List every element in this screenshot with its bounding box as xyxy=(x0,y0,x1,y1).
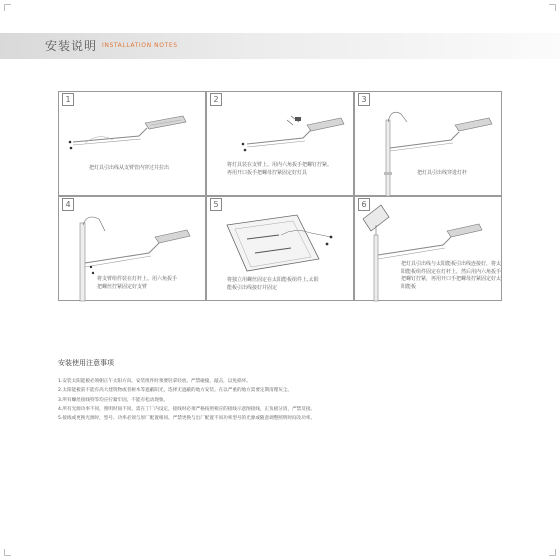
corner-mark xyxy=(549,4,556,11)
header-title-en: INSTALLATION NOTES xyxy=(102,42,178,49)
installation-steps-grid xyxy=(58,91,502,301)
corner-mark xyxy=(549,549,556,556)
step-caption: 将独立用螺丝固定在太阳能板组件上,太阳能板引出线接好并固定 xyxy=(227,277,319,291)
step-panel-3 xyxy=(354,91,502,196)
step-panel-6 xyxy=(354,196,502,301)
step-panel-5 xyxy=(206,196,354,301)
note-item: 3.所有螺丝接线特等均应拧紧牢固，不能有松动现象。 xyxy=(58,397,169,403)
step-caption: 把灯具引出线与太阳能板引出线连接好，将太阳能板组件固定在灯杆上，然后用内六角扳手把螺钉拧紧，再用开口手把螺母拧紧固定好太阳能板 xyxy=(401,261,502,290)
step-caption: 把灯具引出线穿进灯杆 xyxy=(417,170,468,176)
step-2-illustration xyxy=(207,92,355,197)
corner-mark xyxy=(4,549,11,556)
step-number: 6 xyxy=(358,198,370,211)
step-1-illustration xyxy=(59,92,207,197)
step-caption: 将支臂组件装在灯杆上。用六角扳手把螺丝拧紧固定好支臂 xyxy=(97,276,178,290)
step-3-illustration xyxy=(355,92,503,197)
step-caption: 把灯具引出线从支臂管内穿过并拉出 xyxy=(89,165,170,171)
usage-notes xyxy=(58,358,508,423)
notes-title: 安装使用注意事项 xyxy=(58,359,114,367)
step-number: 4 xyxy=(62,198,74,211)
step-number: 2 xyxy=(210,93,222,106)
note-item: 1.安装太阳能板必须朝正午太阳方向。安装组件时须要轻拿轻放，严禁碰撞、敲击，以免损坏。 xyxy=(58,379,251,384)
header-title-cn: 安装说明 xyxy=(45,39,98,53)
note-item: 4.所有光源功率不同，照明时间不同。需在丁厂内设定，接线时必须严格按照相应的接线示意图接线，正负极分清，严禁反接。 xyxy=(58,406,316,412)
step-number: 3 xyxy=(358,93,370,106)
step-caption: 将灯具装在支臂上。用内六角扳手把螺钉拧紧。再用开口扳手把螺母拧紧固定好灯具 xyxy=(227,162,333,176)
step-number: 5 xyxy=(210,198,222,211)
step-panel-4 xyxy=(58,196,206,301)
note-item: 5.接线或更换光源时，型号、功率必须与原厂配置相同。严禁更换与出厂配置不同功率型号的光源或随意调整照明时间及功率。 xyxy=(58,416,316,422)
note-item: 2.太阳能板前不能有高大建筑物或者树木等遮蔽阳光，选择无遮蔽的地方安装。在以严重的地方需要定期清理灰尘。 xyxy=(58,388,293,394)
step-panel-1 xyxy=(58,91,206,196)
step-number: 1 xyxy=(62,93,74,106)
section-header xyxy=(0,33,560,59)
corner-mark xyxy=(4,4,11,11)
step-panel-2 xyxy=(206,91,354,196)
